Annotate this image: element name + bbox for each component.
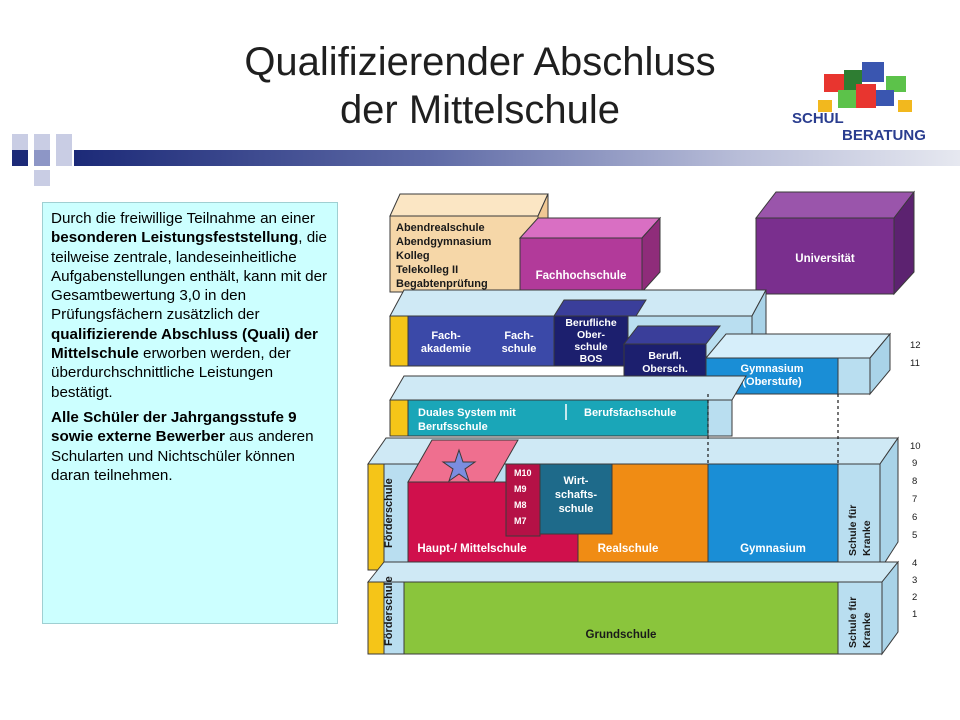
text-run: Alle Schüler der Jahrgangsstufe 9 sowie externe Bewerber bbox=[51, 408, 297, 446]
fos-line-2: Obersch. bbox=[642, 363, 688, 375]
grade-number: 8 bbox=[912, 476, 918, 487]
text-run: Durch die freiwillige Teilnahme an einer bbox=[51, 210, 315, 227]
grade-number: 9 bbox=[912, 458, 918, 469]
fachakademie-line-1: Fach- bbox=[431, 330, 461, 342]
fachschule-line-2: schule bbox=[501, 343, 537, 355]
abendreal-line-3: Kolleg bbox=[396, 250, 430, 262]
abendreal-line-5: Begabtenprüfung bbox=[396, 278, 488, 290]
universitaet-block bbox=[756, 192, 914, 294]
deco-square bbox=[34, 170, 50, 186]
foerderschule-label-upper: Förderschule bbox=[383, 478, 395, 548]
duales-line-1: Duales System mit bbox=[418, 407, 516, 419]
abendreal-line-4: Telekolleg II bbox=[396, 264, 459, 276]
kranke-upper-line-1: Schule für bbox=[847, 504, 859, 556]
schule-fuer-kranke-lower bbox=[838, 582, 882, 654]
deco-square bbox=[56, 134, 72, 150]
kranke-upper-line-2: Kranke bbox=[861, 520, 873, 556]
m-classes-column bbox=[506, 464, 540, 536]
fachschule-line-1: Fach- bbox=[504, 330, 534, 342]
grundschule-block bbox=[404, 582, 838, 654]
m-class-label: M10 bbox=[514, 468, 532, 478]
info-textbox bbox=[42, 202, 338, 624]
puzzle-pieces-icon bbox=[790, 60, 930, 150]
abendreal-line-1: Abendrealschule bbox=[396, 222, 485, 234]
fachhochschule-label: Fachhochschule bbox=[535, 270, 627, 282]
fos-line-1: Berufl. bbox=[648, 350, 682, 362]
deco-square bbox=[12, 150, 28, 166]
gymnasium-block bbox=[708, 464, 838, 568]
grade-number: 7 bbox=[912, 494, 918, 505]
logo-word-1: SCHUL bbox=[792, 110, 844, 127]
foerderschule-label-lower: Förderschule bbox=[383, 576, 395, 646]
gym-oberstufe-line-1: Gymnasium bbox=[740, 363, 804, 375]
grade-number: 1 bbox=[912, 609, 918, 620]
title-line-1: Qualifizierender Abschluss bbox=[244, 40, 716, 84]
mittelschule-label: Haupt-/ Mittelschule bbox=[417, 543, 527, 555]
slide-title bbox=[140, 38, 820, 134]
fachakademie-line-2: akademie bbox=[420, 343, 472, 355]
logo-word-2: BERATUNG bbox=[842, 127, 926, 144]
m-class-label: M7 bbox=[514, 516, 527, 526]
bos-line-4: BOS bbox=[579, 353, 603, 365]
berufsfachschule-label: Berufsfachschule bbox=[584, 407, 677, 419]
fachhochschule-block bbox=[520, 218, 660, 292]
bos-line-1: Berufliche bbox=[565, 317, 617, 329]
decorative-squares bbox=[0, 0, 80, 200]
wirtschaft-line-1: Wirt- bbox=[563, 475, 589, 487]
grade-number: 12 bbox=[910, 340, 921, 351]
text-run: qualifizierende Abschluss (Quali) der Mittelschule bbox=[51, 325, 318, 363]
deco-square bbox=[56, 150, 72, 166]
bos-line-3: schule bbox=[574, 341, 608, 353]
grade-numbers bbox=[910, 340, 921, 620]
fachakademie-block bbox=[408, 316, 554, 366]
text-run: erworben werden, der überdurchschnittliche Leistungen bestätigt. bbox=[51, 345, 291, 401]
grade-number: 2 bbox=[912, 592, 918, 603]
grade-number: 5 bbox=[912, 530, 918, 541]
grade-number: 11 bbox=[910, 358, 920, 369]
gymnasium-label: Gymnasium bbox=[740, 543, 806, 555]
duales-line-2: Berufsschule bbox=[418, 421, 488, 433]
wirtschaft-line-2: schafts- bbox=[554, 489, 598, 501]
grundschule-label: Grundschule bbox=[585, 629, 657, 641]
deco-square bbox=[34, 134, 50, 150]
deco-square bbox=[12, 134, 28, 150]
universitaet-label: Universität bbox=[795, 253, 855, 265]
info-paragraph-2 bbox=[51, 408, 329, 485]
text-run: besonderen Leistungsfeststellung bbox=[51, 229, 299, 247]
grade-number: 6 bbox=[912, 512, 918, 523]
bos-line-2: Ober- bbox=[576, 329, 606, 341]
grade-number: 3 bbox=[912, 575, 918, 586]
schule-fuer-kranke-upper bbox=[838, 464, 880, 568]
kranke-lower-line-2: Kranke bbox=[861, 612, 873, 648]
m-class-label: M8 bbox=[514, 500, 527, 510]
duales-system-row bbox=[390, 376, 746, 436]
school-system-diagram bbox=[362, 186, 922, 656]
wirtschaft-line-3: schule bbox=[558, 503, 594, 515]
deco-square bbox=[34, 150, 50, 166]
title-line-2: der Mittelschule bbox=[339, 88, 621, 132]
gym-oberstufe-line-2: (Oberstufe) bbox=[742, 376, 802, 388]
m-class-label: M9 bbox=[514, 484, 527, 494]
schulberatung-logo bbox=[790, 60, 930, 155]
wirtschaftsschule-block bbox=[540, 464, 612, 534]
text-run: aus anderen Schularten und Nichtschüler können daran teilnehmen. bbox=[51, 428, 314, 484]
info-paragraph-1 bbox=[51, 209, 329, 402]
abendreal-line-2: Abendgymnasium bbox=[396, 236, 492, 248]
kranke-lower-line-1: Schule für bbox=[847, 596, 859, 648]
text-run: , die teilweise zentrale, landeseinheitliche Aufgabenstellungen enthält, kann mit der Gesamtbewertung 3,0 in den Prüfungsfächern zusätzlich der bbox=[51, 229, 328, 324]
grade-number: 4 bbox=[912, 558, 918, 569]
realschule-label: Realschule bbox=[597, 543, 659, 555]
grade-number: 10 bbox=[910, 441, 921, 452]
